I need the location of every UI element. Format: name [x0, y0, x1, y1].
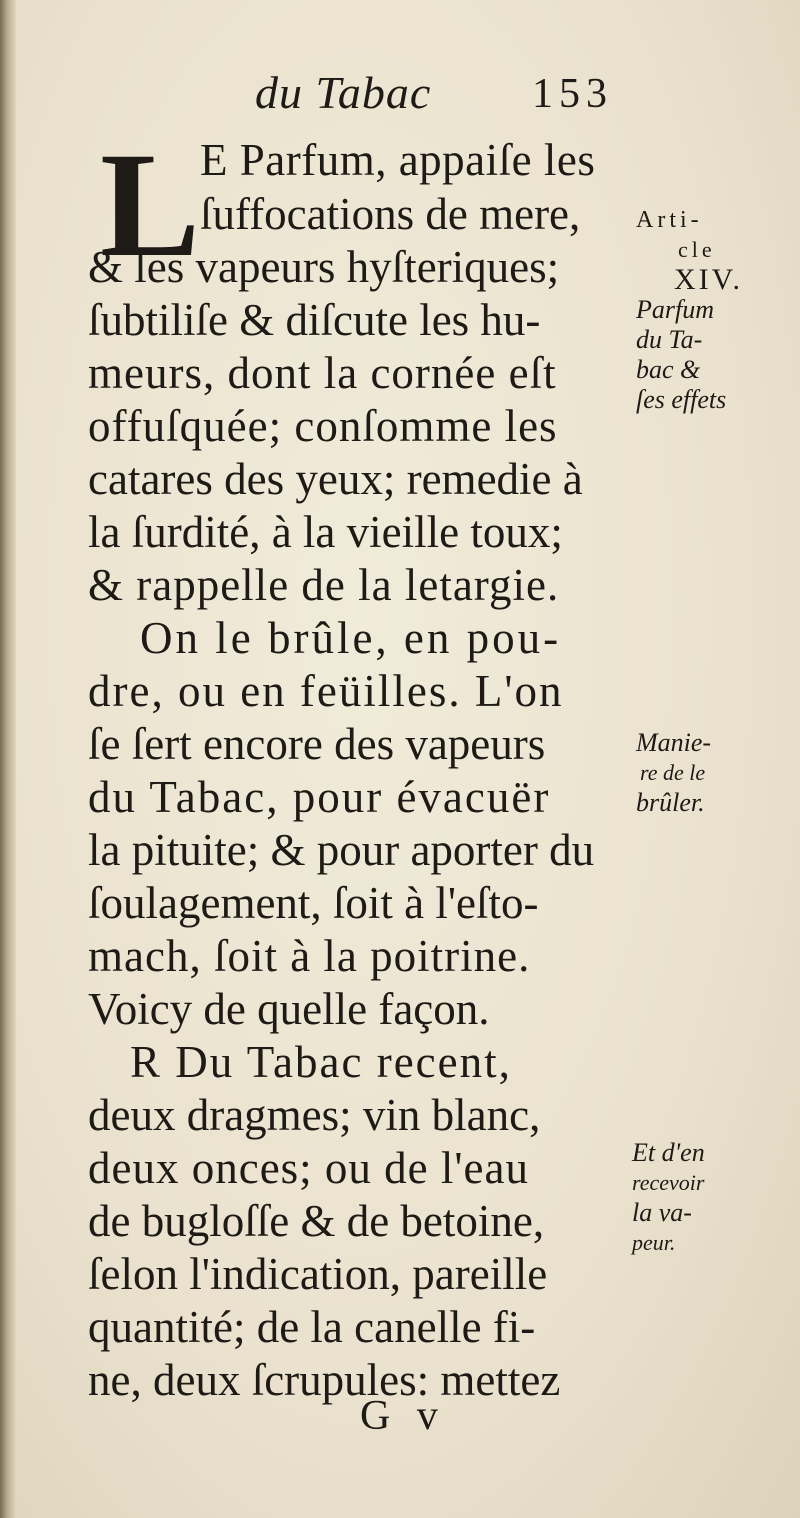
sidenote-line: la va-	[632, 1198, 692, 1227]
sidenote-line: Parfum	[636, 295, 714, 324]
marginal-note-vapour	[632, 1138, 705, 1258]
sidenote-line: peur.	[632, 1230, 676, 1255]
text-line: ſuffocations de mere,	[200, 189, 581, 239]
sidenote-line: re de le	[640, 760, 706, 785]
sidenote-line: du Ta-	[636, 325, 703, 354]
text-line: ſelon l'indication, pareille	[88, 1249, 548, 1299]
text-line: On le brûle, en pou-	[140, 613, 562, 663]
text-line: ſubtiliſe & diſcute les hu-	[88, 295, 541, 345]
text-line: & rappelle de la letargie.	[88, 560, 560, 610]
text-line: deux dragmes; vin blanc,	[88, 1090, 541, 1140]
running-title: du Tabac	[255, 67, 432, 118]
sidenote-line: XIV.	[674, 263, 743, 296]
text-line: offuſquée; conſomme les	[88, 401, 558, 451]
marginal-note-article	[636, 205, 743, 415]
page-number: 153	[532, 71, 613, 117]
text-line: mach, ſoit à la poitrine.	[88, 931, 531, 981]
sidenote-line: recevoir	[632, 1170, 705, 1195]
text-line: deux onces; ou de l'eau	[88, 1143, 529, 1193]
sidenote-line: Arti-	[636, 207, 703, 233]
text-line: meurs, dont la cornée eſt	[88, 348, 557, 398]
marginal-note-method	[636, 728, 711, 818]
text-line: la ſurdité, à la vieille toux;	[88, 507, 563, 557]
drop-cap-initial: L	[100, 122, 199, 288]
text-line: Voicy de quelle façon.	[88, 984, 490, 1034]
text-line: de bugloſſe & de betoine,	[88, 1196, 545, 1246]
text-line: ne, deux ſcrupules: mettez	[88, 1355, 561, 1405]
text-line: catares des yeux; remedie à	[88, 454, 583, 504]
sidenote-line: brûler.	[636, 788, 705, 817]
text-line: la pituite; & pour aporter du	[88, 825, 595, 875]
text-line: & les vapeurs hyſteriques;	[88, 242, 560, 292]
sidenote-line: bac &	[636, 355, 701, 384]
text-line: du Tabac, pour évacuër	[88, 772, 551, 822]
sidenote-line: Et d'en	[632, 1138, 705, 1167]
sidenote-line: ſes effets	[636, 385, 727, 414]
sidenote-line: Manie-	[636, 728, 712, 757]
text-line: quantité; de la canelle fi-	[88, 1302, 536, 1352]
text-line: E Parfum, appaiſe les	[200, 135, 596, 185]
signature-mark: G v	[360, 1393, 446, 1439]
text-line: ſe ſert encore des vapeurs	[88, 719, 546, 769]
text-line: R Du Tabac recent,	[130, 1037, 512, 1087]
text-line: dre, ou en feüilles. L'on	[88, 666, 564, 716]
text-line: ſoulagement, ſoit à l'eſto-	[88, 878, 539, 928]
sidenote-line: cle	[678, 237, 716, 262]
